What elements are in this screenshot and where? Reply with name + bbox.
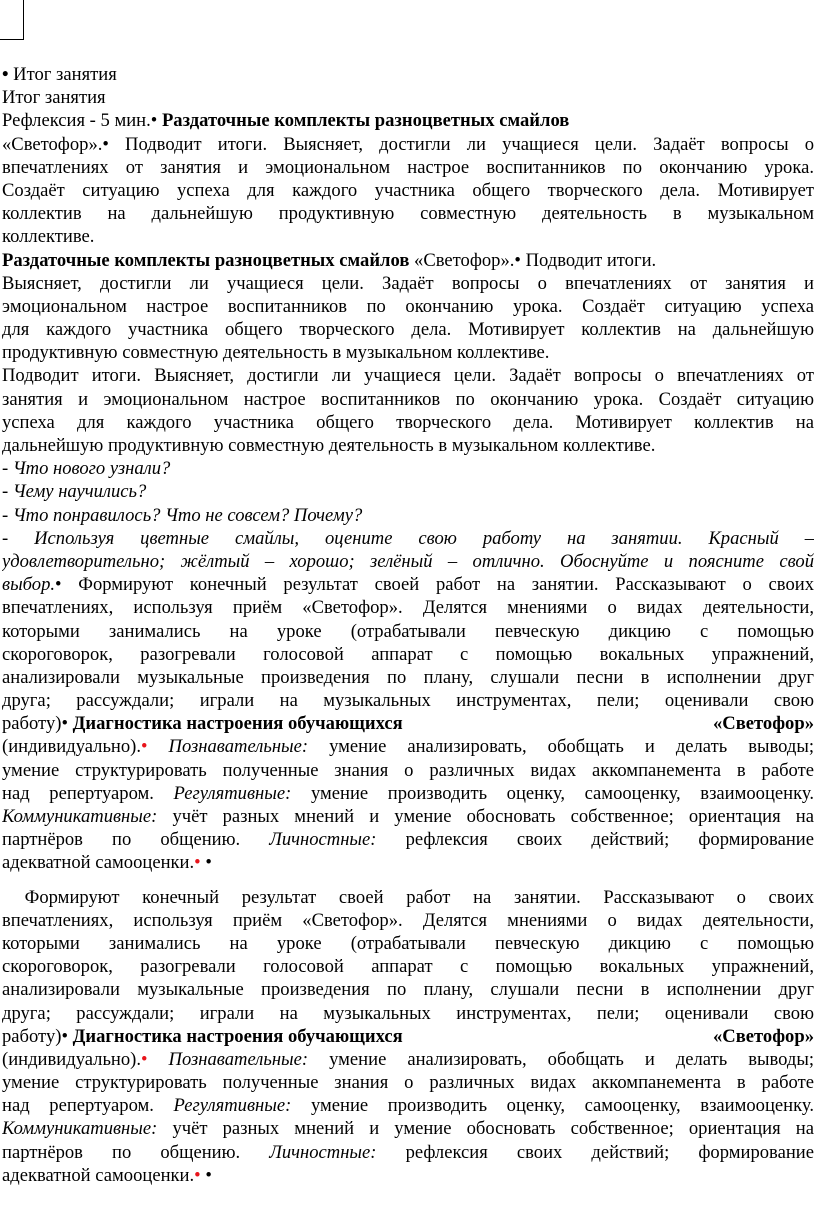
reflection-line: Рефлексия - 5 мин.• Раздаточные комплекты разноцветных смайлов <box>2 110 570 132</box>
diagnostics-line: работу)• Диагностика настроения обучающихся «Светофор» <box>2 713 814 735</box>
bullet-icon: • <box>61 1025 68 1047</box>
bullet-icon: • <box>61 713 68 735</box>
paragraph-line: скороговорок, разогревали голосовой аппарат с помощью вокальных упражнений, <box>2 643 814 665</box>
uud-line: (индивидуально).• Познавательные: умение анализировать, обобщать и делать выводы; <box>2 1048 814 1070</box>
paragraph-line: Выясняет, достигли ли учащиеся цели. Задаёт вопросы о впечатлениях от занятия и <box>2 272 814 294</box>
bullet-icon: • <box>102 133 109 155</box>
question-item: - Что нового узнали? <box>2 458 171 480</box>
paragraph-line: умение структурировать полученные знания о различных видах аккомпанемента в работе <box>2 1072 814 1094</box>
paragraph-line: которыми занимались на уроке (отрабатывали певческую дикцию с помощью <box>2 620 814 642</box>
uud-line: над репертуаром. Регулятивные: умение производить оценку, самооценку, взаимооценку. <box>2 1095 814 1117</box>
paragraph-line: эмоциональном настрое воспитанников по окончанию урока. Создаёт ситуацию успеха <box>2 295 814 317</box>
uud-line: Коммуникативные: учёт разных мнений и умение обосновать собственное; ориентация на <box>2 806 814 827</box>
paragraph-line: занятия и эмоциональном настрое воспитанников по окончанию урока. Создаёт ситуацию <box>2 388 814 410</box>
uud-line: (индивидуально).• Познавательные: умение анализировать, обобщать и делать выводы; <box>2 736 814 758</box>
question-item: - Используя цветные смайлы, оцените свою работу на занятии. Красный – <box>2 527 814 549</box>
paragraph-line: Формируют конечный результат своей работ на занятии. Рассказывают о своих <box>24 886 814 908</box>
uud-line: партнёров по общению. Личностные: рефлексия своих действий; формирование <box>2 1141 814 1163</box>
red-bullet-icon: • <box>194 852 201 874</box>
paragraph-line: Подводит итоги. Выясняет, достигли ли учащиеся цели. Задаёт вопросы о впечатлениях от <box>2 365 814 387</box>
document-body <box>2 63 814 1187</box>
red-bullet-icon: • <box>141 736 148 758</box>
paragraph-line: умение структурировать полученные знания о различных видах аккомпанемента в работе <box>2 759 814 781</box>
uud-line: адекватной самооценки.• • <box>2 852 212 874</box>
question-item: - Что понравилось? Что не совсем? Почему? <box>2 504 363 526</box>
paragraph-line: друга; рассуждали; играли на музыкальных инструментах, пели; оценивали свою <box>2 690 814 712</box>
kits-line: Раздаточные комплекты разноцветных смайлов «Светофор».• Подводит итоги. <box>2 249 657 271</box>
paragraph-line: впечатлениях от занятия и эмоциональном настрое воспитанников по окончанию урока. <box>2 156 814 178</box>
bullet-icon: • <box>205 1164 212 1186</box>
corner-checkbox <box>0 0 24 40</box>
question-item: - Чему научились? <box>2 481 147 503</box>
paragraph-line: Создаёт ситуацию успеха для каждого участника общего творческого дела. Мотивирует <box>2 179 814 201</box>
bullet-icon: • <box>2 64 9 85</box>
paragraph-line: анализировали музыкальные произведения по плану, слушали песни в исполнении друг <box>2 979 814 1001</box>
red-bullet-icon: • <box>141 1048 148 1070</box>
title-plain: Итог занятия <box>2 87 106 109</box>
paragraph-line: которыми занимались на уроке (отрабатывали певческую дикцию с помощью <box>2 932 814 954</box>
uud-line: над репертуаром. Регулятивные: умение производить оценку, самооценку, взаимооценку. <box>2 782 814 804</box>
bullet-icon: • <box>514 249 521 271</box>
paragraph-line: скороговорок, разогревали голосовой аппарат с помощью вокальных упражнений, <box>2 956 814 978</box>
title-line: • Итог занятия <box>2 64 117 85</box>
paragraph-line: коллективе. <box>2 226 95 248</box>
uud-line: адекватной самооценки.• • <box>2 1164 212 1186</box>
paragraph-line: впечатлениях, используя приём «Светофор». Делятся мнениями о видах деятельности, <box>2 909 814 931</box>
paragraph-line: друга; рассуждали; играли на музыкальных инструментах, пели; оценивали свою <box>2 1002 814 1024</box>
paragraph-line: продуктивную совместную деятельность в музыкальном коллективе. <box>2 342 550 364</box>
paragraph-line: анализировали музыкальные произведения по плану, слушали песни в исполнении друг <box>2 666 814 688</box>
bullet-icon: • <box>55 574 62 596</box>
bullet-icon: • <box>205 852 212 874</box>
diagnostics-line: работу)• Диагностика настроения обучающихся «Светофор» <box>2 1025 814 1047</box>
paragraph-line: успеха для каждого участника общего творческого дела. Мотивирует коллектив на <box>2 411 814 433</box>
paragraph-line: дальнейшую продуктивную совместную деятельность в музыкальном коллективе. <box>2 435 656 456</box>
paragraph-line: для каждого участника общего творческого дела. Мотивирует коллектив на дальнейшую <box>2 319 814 341</box>
red-bullet-icon: • <box>194 1164 201 1186</box>
question-item: удовлетворительно; жёлтый – хорошо; зелёный – отлично. Обоснуйте и поясните свой <box>2 550 814 572</box>
question-item: выбор.• Формируют конечный результат своей работ на занятии. Рассказывают о своих <box>2 574 814 596</box>
svetofor-line: «Светофор».• Подводит итоги. Выясняет, достигли ли учащиеся цели. Задаёт вопросы о <box>2 133 814 155</box>
uud-line: Коммуникативные: учёт разных мнений и умение обосновать собственное; ориентация на <box>2 1118 814 1140</box>
paragraph-line: коллектив на дальнейшую продуктивную совместную деятельность в музыкальном <box>2 203 814 225</box>
uud-line: партнёров по общению. Личностные: рефлексия своих действий; формирование <box>2 829 814 851</box>
bullet-icon: • <box>150 110 158 132</box>
paragraph-line: впечатлениях, используя приём «Светофор». Делятся мнениями о видах деятельности, <box>2 597 814 619</box>
